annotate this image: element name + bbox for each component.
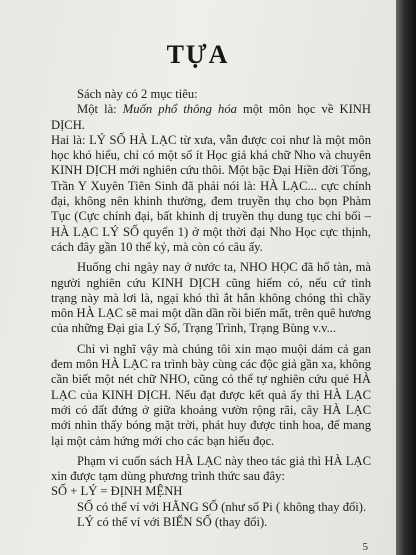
goal-two-paragraph: Hai là: LÝ SỐ HÀ LẠC từ xưa, vẫn được coi như là một môn học khó hiểu, chỉ có một số ít Học giả khá chữ Nho và chuyên KINH DỊCH mới nghiên cứu thôi. Một bậc Đại Hiền đời Tống, Trần Y Xuyên Tiên Sinh đã phải nói là: HÀ LẠC... cực chính đại, không nên khinh thường, đem truyền thụ cho bọn Phàm Tục (Cực chính đại, bất khinh dị truyền thụ dung tục chi bối – HÀ LẠC LÝ SỐ quyển 1) ở một thời đại Nho Học cực thịnh, cách đây gần 10 thế kỷ, mà còn có câu ấy.: [51, 132, 371, 254]
preface-text: [51, 87, 371, 530]
goal-one-paragraph: [51, 102, 371, 133]
goal-one-rest: một môn học về KINH DỊCH.: [51, 102, 371, 132]
book-spine-shadow: [396, 0, 416, 555]
goal-one-italic: Muốn phổ thông hóa: [122, 102, 237, 117]
formula-line: SỐ + LÝ = ĐỊNH MỆNH: [51, 484, 183, 499]
page-title: TỰA: [166, 40, 230, 69]
goal-one-prefix: Một là:: [77, 102, 123, 117]
page-number: 5: [362, 541, 368, 553]
intro-paragraph: Sách này có 2 mục tiêu:: [77, 87, 198, 101]
paragraph-three: Huống chi ngày nay ở nước ta, NHO HỌC đã hổ tàn, mà người nghiên cứu KINH DỊCH cũng hiếm có, nếu cứ tình trạng này mà lơi là, ngại khó thì ắt hẳn không chóng thì chầy môn HÀ LẠC sẽ mai một dần dần rồi biến mất, trên quê hương của những Đại gia Lý Số, Trạng Trình, Trạng Bùng v.v...: [51, 260, 371, 336]
definition-so: SỐ có thể ví với HẰNG SỐ (như số Pi ( không thay đổi).: [77, 499, 367, 514]
definition-ly: LÝ có thể ví với BIẾN SỐ (thay đổi).: [77, 515, 268, 530]
paragraph-four: Chỉ vì nghĩ vậy mà chúng tôi xin mạo muội dám cả gan đem môn HÀ LẠC ra trình bày cùng các độc giả gần xa, không cần biết một nét chữ NHO, cũng có thể tự nghiên cứu quẻ HÀ LẠC của KINH DỊCH. Nếu đạt được kết quả ấy thì HÀ LẠC mới có đất đứng ở giữa khoảng vườn rộng rãi, cây HÀ LẠC mới nhìn thấy bóng mặt trời, phát huy được tinh hoa, để mang lại một cảm hứng mới cho các bạn hiếu đọc.: [51, 341, 371, 448]
paragraph-five: Phạm vi cuốn sách HÀ LẠC này theo tác giả thì HÀ LẠC xin được tạm dùng phương trình thức sau đây:: [51, 453, 371, 484]
